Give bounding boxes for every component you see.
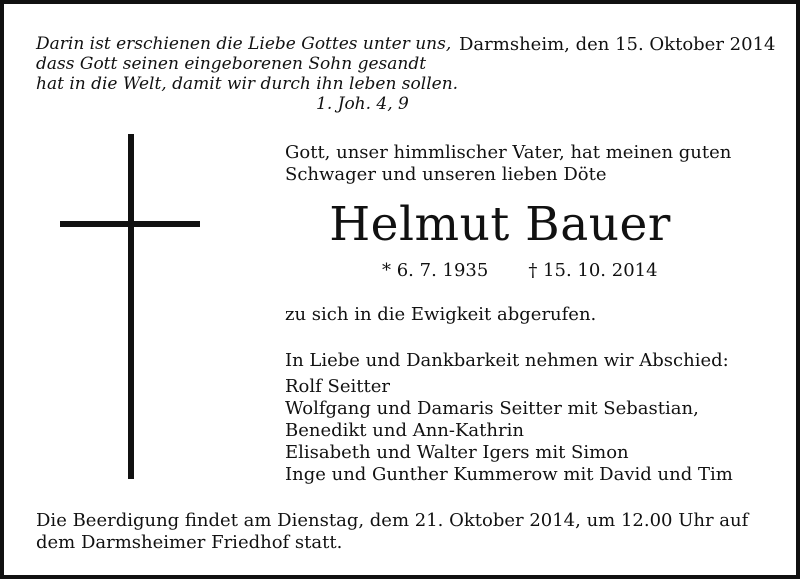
bible-verse [36,34,459,114]
mourner-line: Benedikt und Ann-Kathrin [285,420,524,441]
intro-line: Gott, unser himmlischer Vater, hat meinen guten [285,142,732,163]
death-date: † 15. 10. 2014 [528,260,658,281]
intro-line: Schwager und unseren lieben Döte [285,164,607,185]
mourner-line: Wolfgang und Damaris Seitter mit Sebastian, [285,398,699,419]
cross-vertical-bar [128,134,134,479]
mourner-line: Rolf Seitter [285,376,390,397]
birth-date: * 6. 7. 1935 [382,260,489,281]
mourner-line: Inge und Gunther Kummerow mit David und Tim [285,464,733,485]
verse-reference: 1. Joh. 4, 9 [316,94,409,114]
verse-line: dass Gott seinen eingeborenen Sohn gesandt [36,54,427,74]
deceased-name: Helmut Bauer [329,197,671,252]
dateline: Darmsheim, den 15. Oktober 2014 [459,34,776,55]
verse-line: Darin ist erschienen die Liebe Gottes unter uns, [36,34,452,54]
mourner-line: Elisabeth und Walter Igers mit Simon [285,442,629,463]
called-home-text: zu sich in die Ewigkeit abgerufen. [285,304,597,325]
verse-line: hat in die Welt, damit wir durch ihn leben sollen. [36,74,459,94]
funeral-line: Die Beerdigung findet am Dienstag, dem 21. Oktober 2014, um 12.00 Uhr auf [36,510,749,531]
cross-horizontal-bar [60,221,200,227]
farewell-text: In Liebe und Dankbarkeit nehmen wir Abschied: [285,350,729,371]
intro-text [285,142,731,186]
funeral-info [36,510,776,554]
mourners-list [285,376,733,486]
funeral-line: dem Darmsheimer Friedhof statt. [36,532,343,553]
cross-icon [60,134,200,479]
life-dates [382,260,658,281]
